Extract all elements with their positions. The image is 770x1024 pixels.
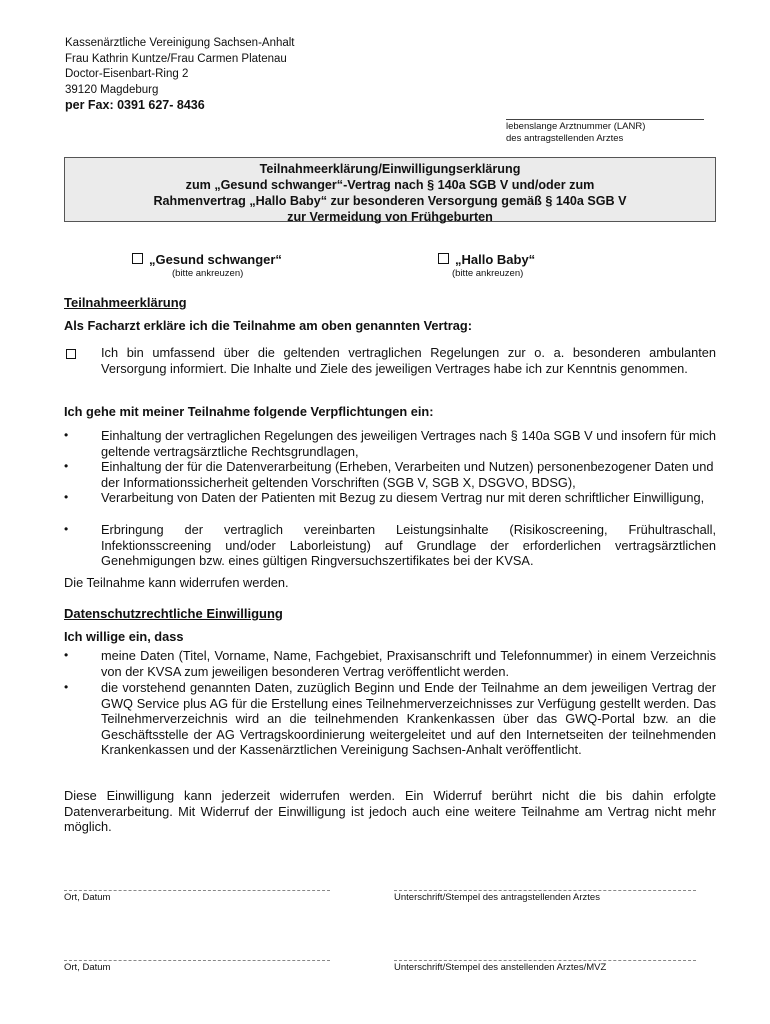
place-date-line[interactable] xyxy=(64,960,330,961)
checkbox-square[interactable] xyxy=(66,349,76,359)
lanr-label-line1: lebenslange Arztnummer (LANR) xyxy=(506,121,646,132)
title-line3: Rahmenvertrag „Hallo Baby“ zur besonderen Versorgung gemäß § 140a SGB V xyxy=(153,194,627,208)
option-gesund-schwanger[interactable] xyxy=(132,252,282,267)
lanr-label xyxy=(506,121,645,145)
checkbox-gesund-schwanger[interactable] xyxy=(132,253,143,264)
option-hint: (bitte ankreuzen) xyxy=(172,268,244,279)
obligation-item: Einhaltung der vertraglichen Regelungen des jeweiligen Vertrages nach § 140a SGB V und insofern für mich geltende vertragsärztliche Rechtsgrundlagen, xyxy=(101,428,716,459)
place-date-label: Ort, Datum xyxy=(64,962,111,973)
lanr-input-line[interactable] xyxy=(506,119,704,120)
address-org: Kassenärztliche Vereinigung Sachsen-Anhalt xyxy=(65,37,295,49)
bullet-icon: • xyxy=(64,428,69,442)
signature-label: Unterschrift/Stempel des antragstellenden Arztes xyxy=(394,892,600,903)
lanr-label-line2: des antragstellenden Arztes xyxy=(506,133,624,144)
obligations-heading: Ich gehe mit meiner Teilnahme folgende Verpflichtungen ein: xyxy=(64,404,434,419)
address-street: Doctor-Eisenbart-Ring 2 xyxy=(65,68,189,80)
participation-heading: Teilnahmeerklärung xyxy=(64,295,187,310)
signature-line[interactable] xyxy=(394,890,696,891)
title-line4: zur Vermeidung von Frühgeburten xyxy=(287,210,493,224)
option-hallo-baby[interactable] xyxy=(438,252,535,267)
fax-number: per Fax: 0391 627- 8436 xyxy=(65,98,205,112)
title-box xyxy=(64,157,716,222)
bullet-icon: • xyxy=(64,522,69,536)
knowledge-text: Ich bin umfassend über die geltenden vertraglichen Regelungen zur o. a. besonderen ambulanten Versorgung informiert. Die Inhalte und Ziele des jeweiligen Vertrages habe ich zur Kenntnis genommen. xyxy=(101,345,716,376)
option-label: „Hallo Baby“ xyxy=(455,252,536,267)
privacy-closing: Diese Einwilligung kann jederzeit widerrufen werden. Ein Widerruf berührt nicht die bis dahin erfolgte Datenverarbeitung. Mit Widerruf der Einwilligung ist jedoch auch eine weitere Teilnahme am Vertrag nicht mehr möglich. xyxy=(64,788,716,834)
obligation-item: Erbringung der vertraglich vereinbarten Leistungsinhalte (Risikoscreening, Frühultraschall, Infektionsscreening und/oder Laborleistung) auf Grundlage der erforderlichen vertragsärztlichen Genehmigungen bzw. eines gültigen Ringversuchszertifikates bei der KVSA. xyxy=(101,522,716,568)
place-date-label: Ort, Datum xyxy=(64,892,111,903)
obligation-item: Verarbeitung von Daten der Patienten mit Bezug zu diesem Vertrag nur mit deren schriftlicher Einwilligung, xyxy=(101,490,705,505)
checkbox-hallo-baby[interactable] xyxy=(438,253,449,264)
address-contact: Frau Kathrin Kuntze/Frau Carmen Platenau xyxy=(65,52,287,65)
signature-label: Unterschrift/Stempel des anstellenden Arztes/MVZ xyxy=(394,962,607,973)
signature-line[interactable] xyxy=(394,960,696,961)
privacy-item: die vorstehend genannten Daten, zuzüglich Beginn und Ende der Teilnahme an dem jeweiligen Vertrag der GWQ Service plus AG für die Erstellung eines Teilnehmerverzeichnisses zur Verfügung gestellt werden. Das Teilnehmerverzeichnis wird an die teilnehmenden Krankenkassen über das GWQ-Portal bzw. an die Geschäftsstelle der AG Vertragskoordinierung weitergeleitet und auf den Internetseiten der teilnehmenden Krankenkassen und der Kassenärztlichen Vereinigung Sachsen-Anhalt veröffentlicht. xyxy=(101,680,716,757)
bullet-icon: • xyxy=(64,459,69,473)
recipient-address xyxy=(65,36,295,114)
participation-subheading: Als Facharzt erkläre ich die Teilnahme am oben genannten Vertrag: xyxy=(64,318,472,333)
address-city: 39120 Magdeburg xyxy=(65,83,159,96)
bullet-icon: • xyxy=(64,648,69,662)
obligation-item: Einhaltung der für die Datenverarbeitung (Erheben, Verarbeiten und Nutzen) personenbezogener Daten und der Informationssicherheit geltenden Vorschriften (SGB V, SGB X, DSGVO, BDSG), xyxy=(101,459,714,490)
place-date-line[interactable] xyxy=(64,890,330,891)
privacy-heading: Datenschutzrechtliche Einwilligung xyxy=(64,606,283,621)
option-label: „Gesund schwanger“ xyxy=(149,252,282,267)
privacy-item: meine Daten (Titel, Vorname, Name, Fachgebiet, Praxisanschrift und Telefonnummer) in einem Verzeichnis von der KVSA zum jeweiligen besonderen Vertrag veröffentlicht werden. xyxy=(101,648,716,679)
knowledge-checkbox[interactable] xyxy=(66,346,76,364)
revocation-note: Die Teilnahme kann widerrufen werden. xyxy=(64,575,289,590)
option-hint: (bitte ankreuzen) xyxy=(452,268,524,279)
title-line1: Teilnahmeerklärung/Einwilligungserklärung xyxy=(259,162,521,176)
privacy-subheading: Ich willige ein, dass xyxy=(64,629,184,644)
bullet-icon: • xyxy=(64,490,69,504)
title-line2: zum „Gesund schwanger“-Vertrag nach § 140a SGB V und/oder zum xyxy=(185,178,595,192)
bullet-icon: • xyxy=(64,680,69,694)
